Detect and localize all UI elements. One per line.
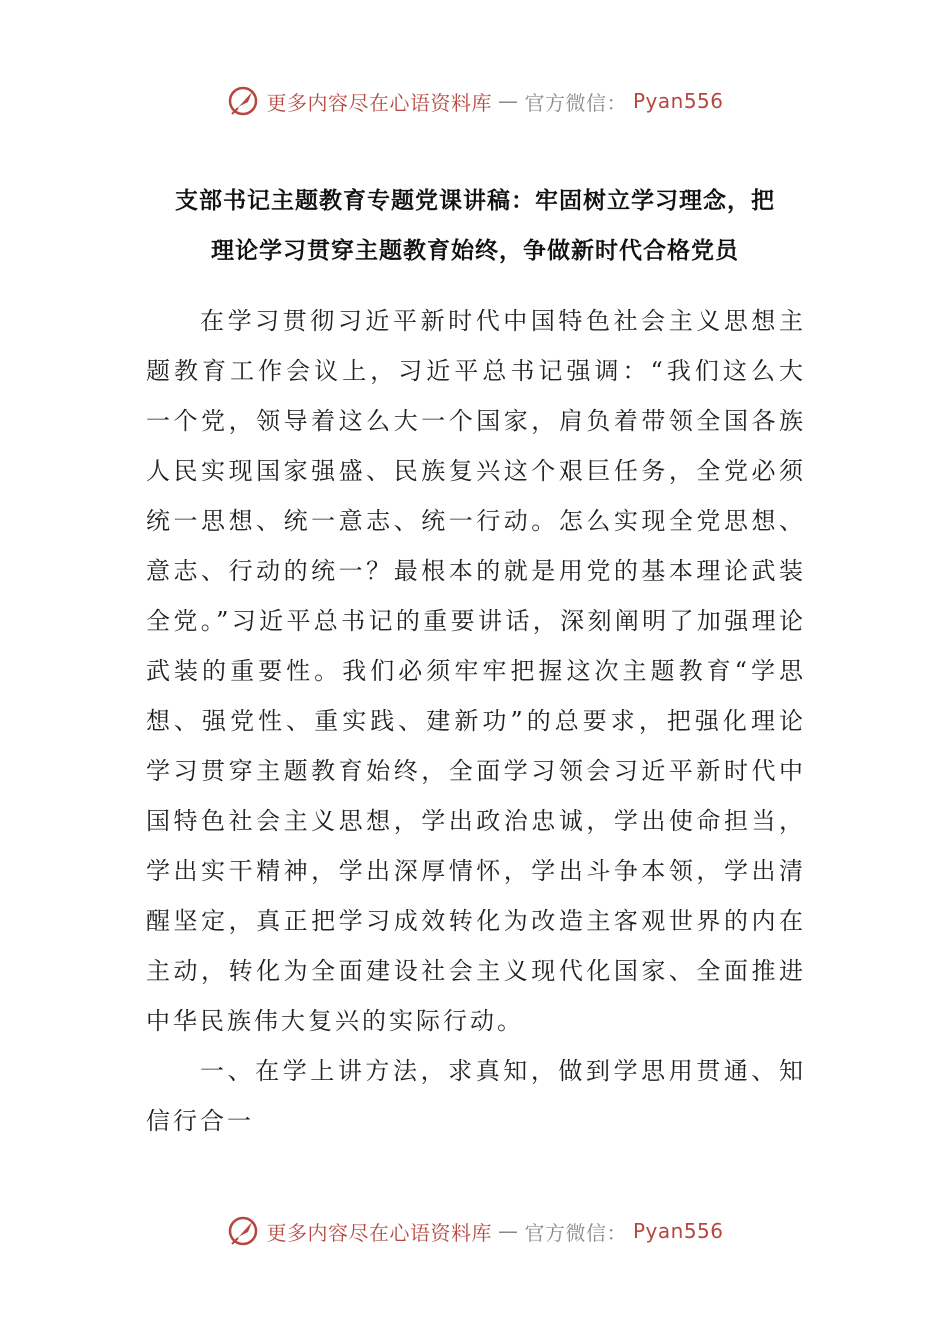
banner-brand-text: 更多内容尽在心语资料库 — [266, 1220, 492, 1245]
banner-wechat-id: Pyan556 — [632, 89, 724, 113]
title-line-2: 理论学习贯穿主题教育始终，争做新时代合格党员 — [211, 238, 739, 264]
banner-wechat-label: 官方微信： — [524, 90, 627, 115]
section-heading: 一、在学上讲方法，求真知，做到学思用贯通、知信行合一 — [146, 1057, 806, 1135]
body-paragraph: 在学习贯彻习近平新时代中国特色社会主义思想主题教育工作会议上，习近平总书记强调：“我们这么大一个党，领导着这么大一个国家，肩负着带领全国各族人民实现国家强盛、民族复兴这个艰巨任务，全党必须统一思想、统一意志、统一行动。怎么实现全党思想、意志、行动的统一？最根本的就是用党的基本理论武装全党。”习近平总书记的重要讲话，深刻阐明了加强理论武装的重要性。我们必须牢牢把握这次主题教育“学思想、强党性、重实践、建新功”的总要求，把强化理论学习贯穿主题教育始终，全面学习领会习近平新时代中国特色社会主义思想，学出政治忠诚，学出使命担当，学出实干精神，学出深厚情怀，学出斗争本领，学出清醒坚定，真正把学习成效转化为改造主客观世界的内在主动，转化为全面建设社会主义现代化国家、全面推进中华民族伟大复兴的实际行动。 — [146, 307, 806, 1035]
banner-wechat-label: 官方微信： — [524, 1220, 627, 1245]
quill-logo-icon — [226, 1214, 260, 1248]
banner-brand-text: 更多内容尽在心语资料库 — [266, 90, 492, 115]
footer-banner — [0, 1214, 950, 1248]
banner-wechat-id: Pyan556 — [632, 1219, 724, 1243]
document-title — [120, 176, 830, 276]
document-body — [146, 296, 806, 1146]
quill-logo-icon — [226, 84, 260, 118]
title-line-1: 支部书记主题教育专题党课讲稿：牢固树立学习理念，把 — [175, 188, 775, 214]
banner-dash: — — [497, 89, 519, 113]
banner-dash: — — [497, 1219, 519, 1243]
header-banner — [0, 84, 950, 118]
